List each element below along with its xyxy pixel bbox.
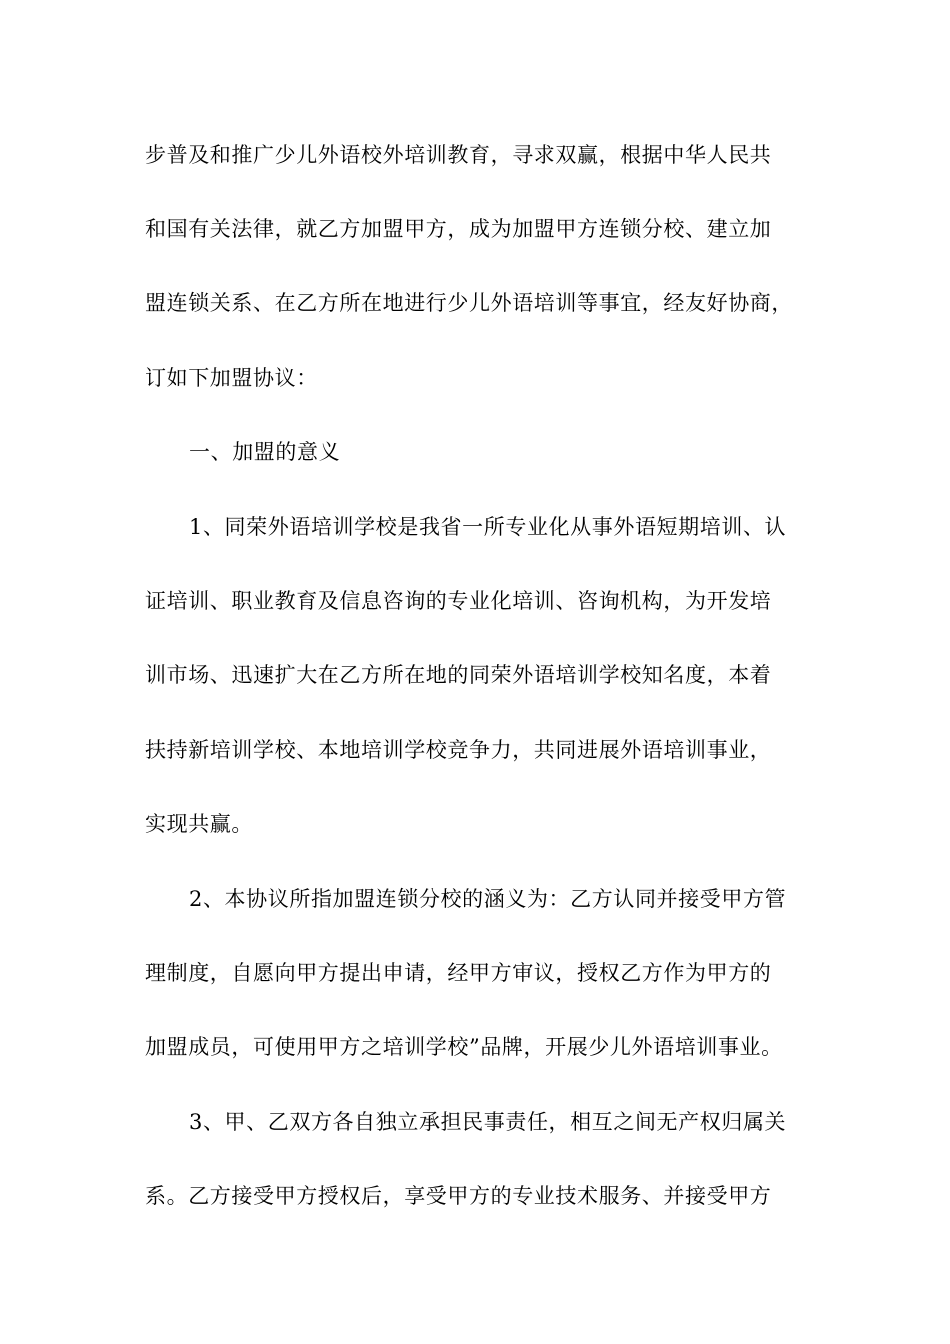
text-line: 理制度，自愿向甲方提出申请，经甲方审议，授权乙方作为甲方的 <box>145 961 772 985</box>
text-line: 3、甲、乙双方各自独立承担民事责任，相互之间无产权归属关 <box>189 1110 787 1134</box>
text-line: 步普及和推广少儿外语校外培训教育，寻求双赢，根据中华人民共 <box>145 143 772 167</box>
text-line: 训市场、迅速扩大在乙方所在地的同荣外语培训学校知名度，本着 <box>145 663 772 687</box>
text-line: 扶持新培训学校、本地培训学校竞争力，共同进展外语培训事业， <box>145 738 772 762</box>
text-line: 盟连锁关系、在乙方所在地进行少儿外语培训等事宜，经友好协商， <box>145 291 793 315</box>
text-line: 订如下加盟协议： <box>145 366 318 390</box>
text-line: 2、本协议所指加盟连锁分校的涵义为：乙方认同并接受甲方管 <box>189 887 787 911</box>
text-line: 实现共赢。 <box>145 812 253 836</box>
text-line: 和国有关法律，就乙方加盟甲方，成为加盟甲方连锁分校、建立加 <box>145 217 772 241</box>
text-line: 加盟成员，可使用甲方之培训学校”品牌，开展少儿外语培训事业。 <box>145 1035 783 1059</box>
section-heading: 一、加盟的意义 <box>189 440 341 464</box>
text-line: 1、同荣外语培训学校是我省一所专业化从事外语短期培训、认 <box>189 515 787 539</box>
text-line: 系。乙方接受甲方授权后，享受甲方的专业技术服务、并接受甲方 <box>145 1184 772 1208</box>
text-line: 证培训、职业教育及信息咨询的专业化培训、咨询机构，为开发培 <box>145 589 772 613</box>
